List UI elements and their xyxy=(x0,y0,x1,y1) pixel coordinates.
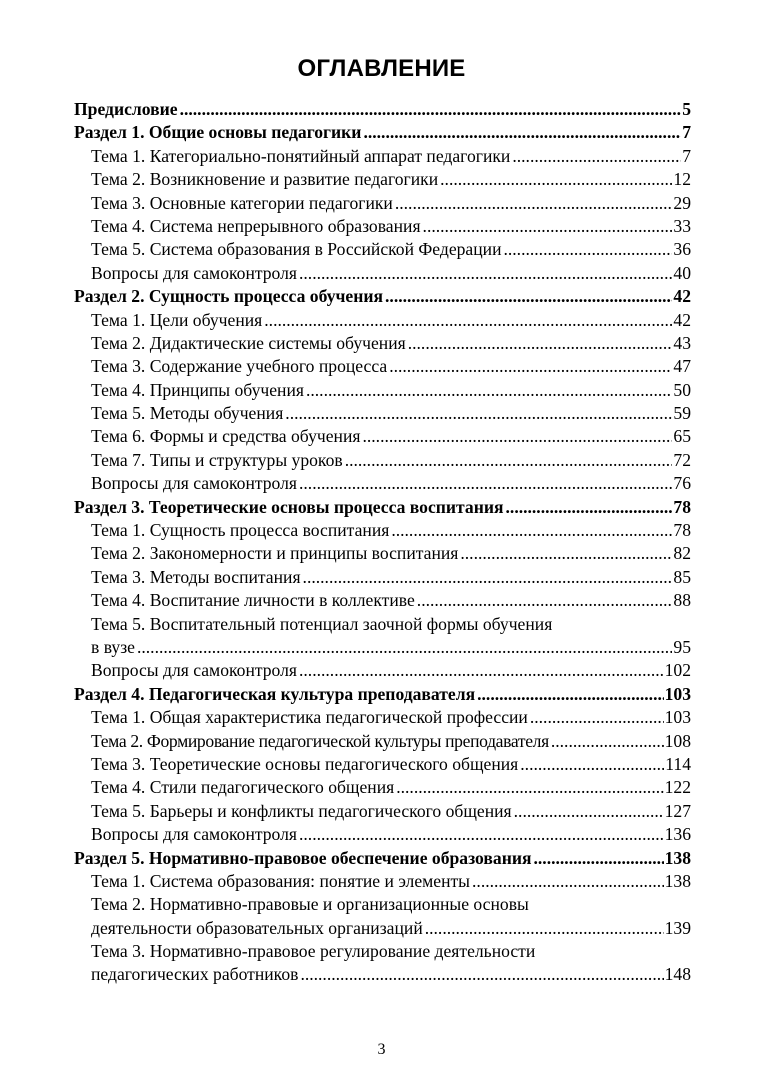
dot-leader xyxy=(303,566,673,589)
toc-entry-label: Раздел 5. Нормативно-правовое обеспечение образования xyxy=(74,847,532,868)
dot-leader xyxy=(299,659,664,682)
toc-entry-label-line2: педагогических работников xyxy=(91,964,299,985)
toc-entry-label: Раздел 3. Теоретические основы процесса воспитания xyxy=(74,496,504,517)
toc-entry-label: Тема 1. Общая характеристика педагогической профессии xyxy=(91,707,528,728)
page-number: 3 xyxy=(377,1041,386,1058)
dot-leader xyxy=(389,355,672,378)
toc-entry-label: Тема 2. Дидактические системы обучения xyxy=(91,332,406,353)
toc-entry-page: 59 xyxy=(673,403,691,424)
toc-entry-label: Тема 3. Методы воспитания xyxy=(91,566,301,587)
toc-entry-page: 136 xyxy=(664,824,691,845)
toc-entry-page: 108 xyxy=(664,730,691,751)
toc-entry xyxy=(74,192,691,215)
dot-leader xyxy=(423,215,673,238)
toc-entry-label: Тема 5. Методы обучения xyxy=(91,403,284,424)
dot-leader xyxy=(299,262,672,285)
dot-leader xyxy=(520,753,664,776)
toc-entry-page: 65 xyxy=(673,426,691,447)
toc-entry xyxy=(74,589,691,612)
toc-entry xyxy=(74,332,691,355)
toc-entry-page: 103 xyxy=(664,683,691,704)
toc-entry-page: 85 xyxy=(673,566,691,587)
toc-entry-page: 40 xyxy=(673,262,691,283)
dot-leader xyxy=(391,519,672,542)
toc-entry xyxy=(74,636,691,659)
toc-entry-label: Раздел 1. Общие основы педагогики xyxy=(74,122,362,143)
dot-leader xyxy=(285,402,672,425)
toc-entry-label-line1: Тема 2. Нормативно-правовые и организационные основы xyxy=(91,894,529,915)
toc-entry-label: Тема 3. Теоретические основы педагогического общения xyxy=(91,753,519,774)
toc-entry-label: Тема 1. Категориально-понятийный аппарат педагогики xyxy=(91,145,511,166)
toc-entry-page: 114 xyxy=(665,753,691,774)
dot-leader xyxy=(514,800,664,823)
toc-entry-page: 12 xyxy=(673,169,691,190)
dot-leader xyxy=(385,285,672,308)
toc-entry-page: 103 xyxy=(664,707,691,728)
toc-entry-label: Вопросы для самоконтроля xyxy=(91,824,297,845)
toc-entry-page: 47 xyxy=(673,356,691,377)
toc-entry-page: 7 xyxy=(682,122,691,143)
toc-entry-label: Тема 4. Стили педагогического общения xyxy=(91,777,395,798)
table-of-contents xyxy=(74,98,691,987)
toc-entry-label: Тема 7. Типы и структуры уроков xyxy=(91,449,343,470)
toc-entry-label: Тема 3. Содержание учебного процесса xyxy=(91,356,388,377)
toc-entry-page: 5 xyxy=(682,99,691,119)
toc-entry-label-line2: в вузе xyxy=(91,636,135,657)
toc-entry-label-line2: деятельности образовательных организаций xyxy=(91,917,423,938)
dot-leader xyxy=(345,449,673,472)
toc-entry-label: Тема 5. Система образования в Российской Федерации xyxy=(91,239,502,260)
toc-entry-label-line1: Тема 5. Воспитательный потенциал заочной формы обучения xyxy=(91,613,553,634)
toc-entry xyxy=(74,870,691,893)
dot-leader xyxy=(363,121,681,144)
dot-leader xyxy=(551,730,664,753)
toc-entry xyxy=(74,566,691,589)
toc-entry xyxy=(74,776,691,799)
toc-entry-label-line1: Тема 3. Нормативно-правовое регулирование деятельности xyxy=(91,941,536,962)
toc-entry-label: Тема 6. Формы и средства обучения xyxy=(91,426,361,447)
toc-entry-page: 76 xyxy=(673,473,691,494)
dot-leader xyxy=(472,870,664,893)
dot-leader xyxy=(300,963,663,986)
toc-entry xyxy=(74,262,691,285)
dot-leader xyxy=(534,847,664,870)
toc-entry xyxy=(74,449,691,472)
toc-entry-preface xyxy=(74,98,691,121)
toc-entry-label: Тема 4. Принципы обучения xyxy=(91,379,304,400)
toc-entry-label: Тема 2. Возникновение и развитие педагогики xyxy=(91,169,439,190)
toc-entry-label: Предисловие xyxy=(74,99,178,119)
toc-entry xyxy=(74,542,691,565)
toc-entry xyxy=(74,753,691,776)
toc-entry-page: 95 xyxy=(673,636,691,657)
toc-entry xyxy=(74,215,691,238)
toc-entry xyxy=(74,145,691,168)
dot-leader xyxy=(362,425,672,448)
toc-entry xyxy=(74,963,691,986)
toc-entry-page: 36 xyxy=(673,239,691,260)
toc-entry xyxy=(74,309,691,332)
dot-leader xyxy=(137,636,672,659)
toc-entry-page: 50 xyxy=(673,379,691,400)
toc-entry xyxy=(74,917,691,940)
dot-leader xyxy=(512,145,681,168)
toc-entry-page: 42 xyxy=(673,309,691,330)
dot-leader xyxy=(460,542,672,565)
toc-entry-label: Тема 4. Воспитание личности в коллективе xyxy=(91,590,415,611)
toc-entry-page: 7 xyxy=(682,145,691,166)
dot-leader xyxy=(506,496,673,519)
dot-leader xyxy=(425,917,664,940)
dot-leader xyxy=(530,706,664,729)
toc-entry-page: 82 xyxy=(673,543,691,564)
toc-section-3 xyxy=(74,496,691,519)
toc-entry xyxy=(74,355,691,378)
toc-entry-page: 88 xyxy=(673,590,691,611)
toc-entry-label: Тема 2. Формирование педагогической культуры преподавателя xyxy=(91,730,549,751)
toc-entry-page: 102 xyxy=(664,660,691,681)
toc-entry xyxy=(74,800,691,823)
dot-leader xyxy=(440,168,672,191)
toc-entry-label: Вопросы для самоконтроля xyxy=(91,660,297,681)
toc-entry-label: Тема 4. Система непрерывного образования xyxy=(91,215,421,236)
toc-entry-page: 78 xyxy=(673,520,691,541)
dot-leader xyxy=(408,332,673,355)
toc-entry xyxy=(74,238,691,261)
toc-entry-label: Раздел 2. Сущность процесса обучения xyxy=(74,286,384,307)
toc-entry-label: Тема 3. Основные категории педагогики xyxy=(91,192,393,213)
toc-entry xyxy=(74,519,691,542)
toc-entry-page: 138 xyxy=(664,870,691,891)
toc-entry-label: Тема 1. Система образования: понятие и элементы xyxy=(91,870,471,891)
toc-entry xyxy=(74,168,691,191)
dot-leader xyxy=(299,823,664,846)
toc-entry-page: 139 xyxy=(664,917,691,938)
toc-entry xyxy=(74,659,691,682)
dot-leader xyxy=(264,309,672,332)
dot-leader xyxy=(417,589,673,612)
toc-entry xyxy=(74,730,691,753)
toc-entry-label: Вопросы для самоконтроля xyxy=(91,262,297,283)
toc-entry-page: 127 xyxy=(664,800,691,821)
toc-section-5 xyxy=(74,847,691,870)
dot-leader xyxy=(396,776,663,799)
toc-entry-label: Тема 1. Сущность процесса воспитания xyxy=(91,520,390,541)
toc-entry xyxy=(74,379,691,402)
toc-entry-page: 148 xyxy=(664,964,691,985)
toc-entry-label: Раздел 4. Педагогическая культура преподавателя xyxy=(74,683,476,704)
dot-leader xyxy=(299,472,672,495)
toc-entry-label: Вопросы для самоконтроля xyxy=(91,473,297,494)
toc-entry-page: 122 xyxy=(664,777,691,798)
toc-entry-label: Тема 5. Барьеры и конфликты педагогического общения xyxy=(91,800,512,821)
toc-section-4 xyxy=(74,683,691,706)
dot-leader xyxy=(395,192,673,215)
toc-entry xyxy=(74,402,691,425)
toc-entry-page: 43 xyxy=(673,332,691,353)
dot-leader xyxy=(306,379,672,402)
toc-section-2 xyxy=(74,285,691,308)
toc-entry-page: 72 xyxy=(673,449,691,470)
toc-entry-page: 78 xyxy=(673,496,691,517)
dot-leader xyxy=(477,683,663,706)
toc-entry-page: 138 xyxy=(664,847,691,868)
toc-entry xyxy=(74,706,691,729)
toc-entry-page: 33 xyxy=(673,215,691,236)
toc-section-1 xyxy=(74,121,691,144)
dot-leader xyxy=(180,98,682,121)
toc-entry-page: 42 xyxy=(673,286,691,307)
toc-entry xyxy=(74,425,691,448)
toc-entry xyxy=(74,823,691,846)
toc-entry xyxy=(74,472,691,495)
page-title: ОГЛАВЛЕНИЕ xyxy=(297,55,466,82)
toc-entry-label: Тема 2. Закономерности и принципы воспитания xyxy=(91,543,459,564)
dot-leader xyxy=(503,238,672,261)
toc-entry-label: Тема 1. Цели обучения xyxy=(91,309,263,330)
toc-entry-page: 29 xyxy=(673,192,691,213)
